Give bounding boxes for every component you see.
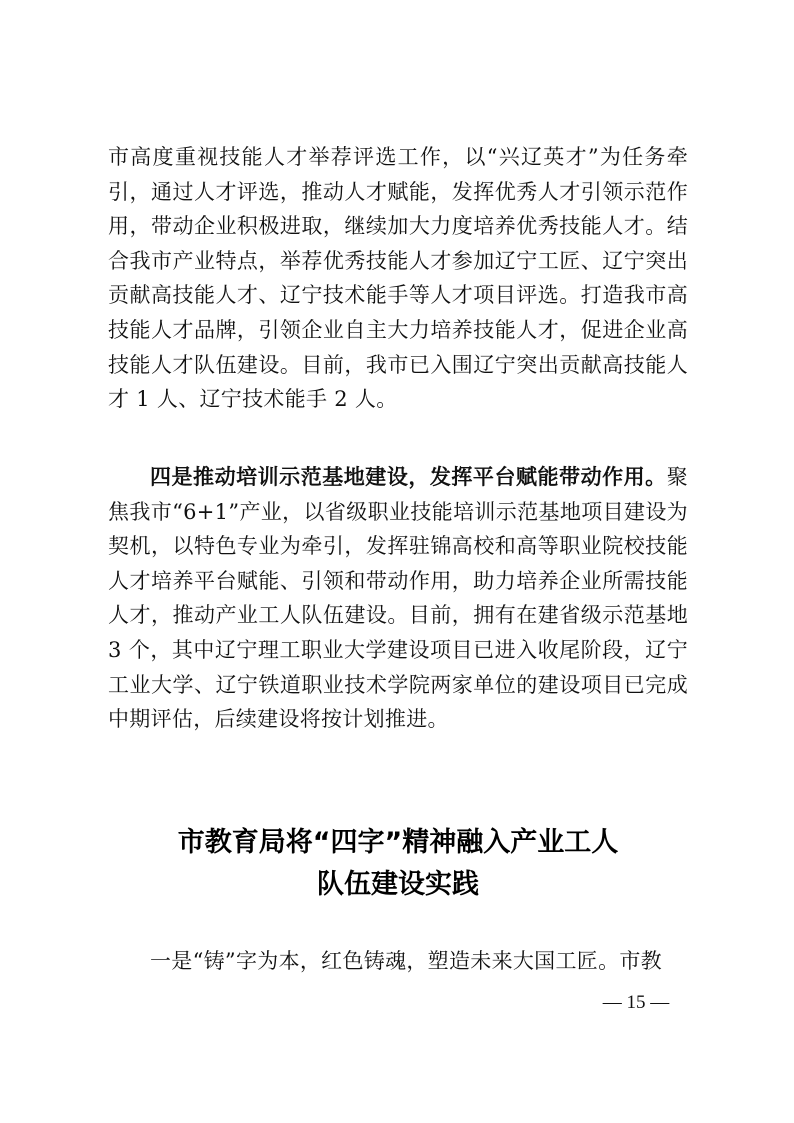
body-paragraph-talent-selection: 市高度重视技能人才举荐评选工作，以“兴辽英才”为任务牵引，通过人才评选，推动人才赋能，发挥优秀人才引领示范作用，带动企业积极进取，继续加大力度培养优秀技能人才。结合我市产业特点，举荐优秀技能人才参加辽宁工匠、辽宁突出贡献高技能人才、辽宁技术能手等人才项目评选。打造我市高技能人才品牌，引领企业自主大力培养技能人才，促进企业高技能人才队伍建设。目前，我市已入围辽宁突出贡献高技能人才 1 人、辽宁技术能手 2 人。 xyxy=(108,145,688,412)
page-number: — 15 — xyxy=(602,992,670,1013)
paragraph-lead-sentence: 四是推动培训示范基地建设，发挥平台赋能带动作用。 xyxy=(150,465,667,489)
body-paragraph-training-bases xyxy=(108,460,688,737)
body-paragraph-education-bureau: 一是“铸”字为本，红色铸魂，塑造未来大国工匠。市教 xyxy=(150,949,662,973)
section-heading-line-2: 队伍建设实践 xyxy=(317,869,479,900)
section-heading-line-1: 市教育局将“四字”精神融入产业工人 xyxy=(177,827,619,858)
section-heading xyxy=(108,822,688,906)
paragraph-body-text: 聚焦我市“6+1”产业，以省级职业技能培训示范基地项目建设为契机，以特色专业为牵引，发挥驻锦高校和高等职业院校技能人才培养平台赋能、引领和带动作用，助力培养企业所需技能人才，推动产业工人队伍建设。目前，拥有在建省级示范基地 3 个，其中辽宁理工职业大学建设项目已进入收尾阶段，辽宁工业大学、辽宁铁道职业技术学院两家单位的建设项目已完成中期评估，后续建设将按计划推进。 xyxy=(108,465,688,732)
